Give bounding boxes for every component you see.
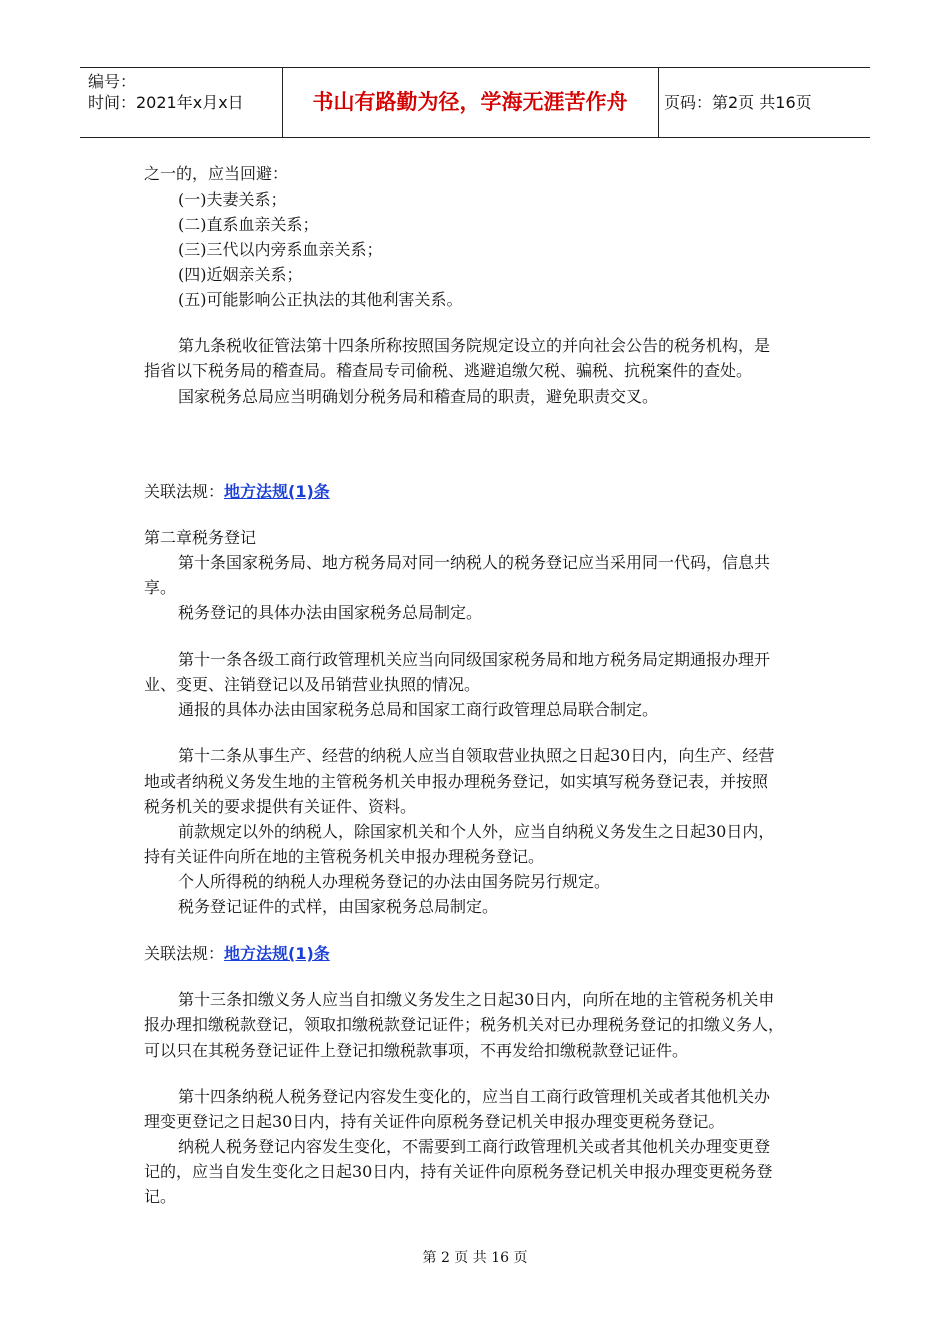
article-paragraph: 前款规定以外的纳税人，除国家机关和个人外，应当自纳税义务发生之日起30日内， xyxy=(178,822,775,841)
page-footer: 第 2 页 共 16 页 xyxy=(422,1250,528,1266)
text-line: 报办理扣缴税款登记，领取扣缴税款登记证件；税务机关对已办理税务登记的扣缴义务人， xyxy=(144,1015,785,1034)
text-line: 记。 xyxy=(144,1187,177,1206)
text-line: 税务机关的要求提供有关证件、资料。 xyxy=(144,797,417,816)
time-label: 时间：2021年x月x日 xyxy=(88,93,244,112)
article-paragraph: 纳税人税务登记内容发生变化，不需要到工商行政管理机关或者其他机关办理变更登 xyxy=(178,1137,771,1156)
page-header xyxy=(80,67,870,138)
related-link[interactable]: 地方法规(1)条 xyxy=(224,482,330,501)
list-item: (五)可能影响公正执法的其他利害关系。 xyxy=(178,290,463,309)
list-item: (一)夫妻关系； xyxy=(178,190,287,209)
related-link[interactable]: 地方法规(1)条 xyxy=(224,944,330,963)
article-paragraph: 第十四条纳税人税务登记内容发生变化的，应当自工商行政管理机关或者其他机关办 xyxy=(178,1087,771,1106)
text-line: 业、变更、注销登记以及吊销营业执照的情况。 xyxy=(144,675,481,694)
serial-label: 编号： xyxy=(88,72,137,91)
article-paragraph: 第十二条从事生产、经营的纳税人应当自领取营业执照之日起30日内，向生产、经营 xyxy=(178,746,775,765)
article-paragraph: 国家税务总局应当明确划分税务局和稽查局的职责，避免职责交叉。 xyxy=(178,387,659,406)
header-page-info: 页码：第2页 共16页 xyxy=(664,93,812,112)
article-paragraph: 第十一条各级工商行政管理机关应当向同级国家税务局和地方税务局定期通报办理开 xyxy=(178,650,771,669)
header-divider xyxy=(658,68,659,137)
article-paragraph: 第十条国家税务局、地方税务局对同一纳税人的税务登记应当采用同一代码，信息共 xyxy=(178,553,771,572)
header-meta xyxy=(88,71,244,113)
related-regulation xyxy=(144,941,330,964)
chapter-heading: 第二章税务登记 xyxy=(144,528,257,547)
article-paragraph: 第十三条扣缴义务人应当自扣缴义务发生之日起30日内，向所在地的主管税务机关申 xyxy=(178,990,775,1009)
text-line: 持有关证件向所在地的主管税务机关申报办理税务登记。 xyxy=(144,847,545,866)
text-line: 指省以下税务局的稽查局。稽查局专司偷税、逃避追缴欠税、骗税、抗税案件的查处。 xyxy=(144,361,753,380)
list-item: (三)三代以内旁系血亲关系； xyxy=(178,240,383,259)
text-line: 记的，应当自发生变化之日起30日内，持有关证件向原税务登记机关申报办理变更税务登 xyxy=(144,1162,773,1181)
text-line: 理变更登记之日起30日内，持有关证件向原税务登记机关申报办理变更税务登记。 xyxy=(144,1112,725,1131)
related-regulation xyxy=(144,479,330,502)
article-paragraph: 个人所得税的纳税人办理税务登记的办法由国务院另行规定。 xyxy=(178,872,611,891)
text-line: 地或者纳税义务发生地的主管税务机关申报办理税务登记，如实填写税务登记表，并按照 xyxy=(144,772,769,791)
text-line: 可以只在其税务登记证件上登记扣缴税款事项，不再发给扣缴税款登记证件。 xyxy=(144,1041,689,1060)
article-paragraph: 第九条税收征管法第十四条所称按照国务院规定设立的并向社会公告的税务机构，是 xyxy=(178,336,771,355)
article-paragraph: 税务登记的具体办法由国家税务总局制定。 xyxy=(178,603,483,622)
text-line: 享。 xyxy=(144,578,177,597)
article-paragraph: 通报的具体办法由国家税务总局和国家工商行政管理总局联合制定。 xyxy=(178,700,659,719)
article-paragraph: 税务登记证件的式样，由国家税务总局制定。 xyxy=(178,897,499,916)
related-label: 关联法规： xyxy=(144,944,225,963)
related-label: 关联法规： xyxy=(144,482,225,501)
text-line: 之一的，应当回避： xyxy=(144,164,289,183)
list-item: (四)近姻亲关系； xyxy=(178,265,303,284)
header-motto: 书山有路勤为径，学海无涯苦作舟 xyxy=(312,90,628,114)
list-item: (二)直系血亲关系； xyxy=(178,215,319,234)
